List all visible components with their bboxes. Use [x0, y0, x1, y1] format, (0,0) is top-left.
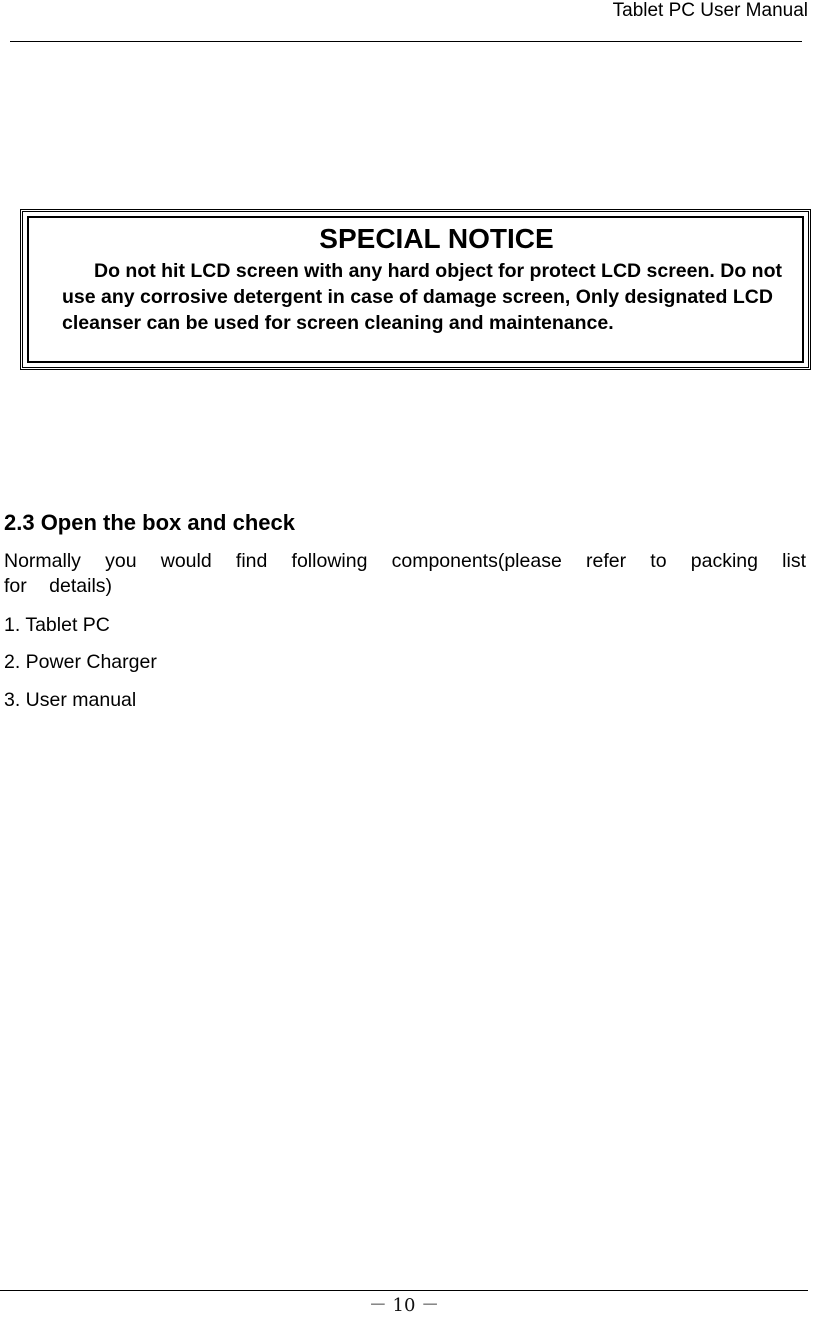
running-header-title: Tablet PC User Manual: [612, 0, 808, 21]
section-intro-paragraph: Normally you would find following components(please refer to packing list for details): [4, 550, 806, 597]
page-number: － 10 －: [368, 1295, 440, 1316]
footer-rule: [0, 1290, 808, 1291]
special-notice-body: Do not hit LCD screen with any hard object for protect LCD screen. Do not use any corrosive detergent in case of damage screen, Only designated LCD cleanser can be used for screen cleaning and maintenance.: [62, 260, 782, 334]
special-notice-title: SPECIAL NOTICE: [319, 223, 554, 254]
list-item: 2. Power Charger: [4, 651, 157, 673]
list-item: 1. Tablet PC: [4, 614, 110, 636]
section-heading: 2.3 Open the box and check: [4, 510, 295, 535]
list-item: 3. User manual: [4, 689, 137, 711]
header-rule: [10, 41, 802, 42]
